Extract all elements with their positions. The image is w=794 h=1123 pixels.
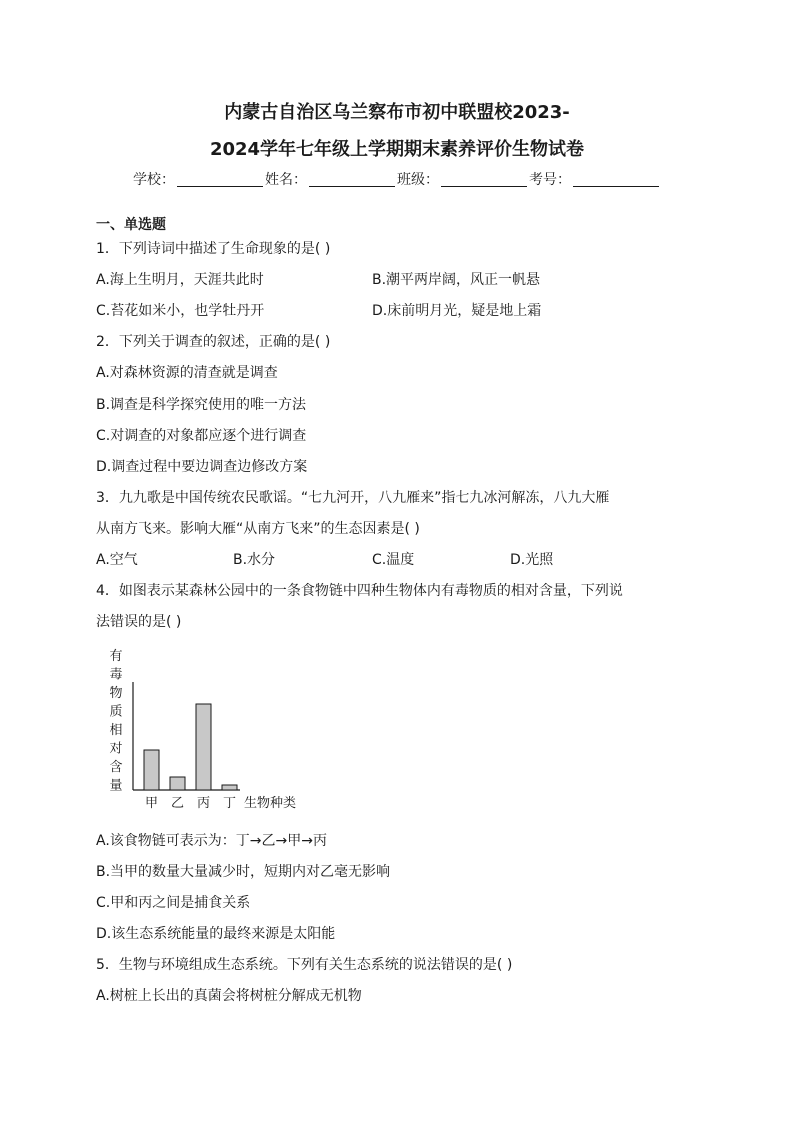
- school-field[interactable]: [133, 170, 265, 190]
- q3-option-c[interactable]: C.温度: [372, 552, 415, 568]
- school-blank[interactable]: [177, 172, 263, 187]
- q2-option-c[interactable]: C.对调查的对象都应逐个进行调查: [96, 428, 307, 444]
- student-info-row: [0, 170, 794, 190]
- x-tick-label-4: 丁: [222, 796, 237, 811]
- q5-option-a[interactable]: A.树桩上长出的真菌会将树桩分解成无机物: [96, 988, 362, 1004]
- bar-2: [170, 777, 185, 790]
- exam-number-label: 考号：: [529, 172, 571, 188]
- name-blank[interactable]: [309, 172, 395, 187]
- q1-option-b[interactable]: B.潮平两岸阔，风正一帆悬: [372, 272, 541, 288]
- name-label: 姓名：: [265, 172, 307, 188]
- exam-number-blank[interactable]: [573, 172, 659, 187]
- q2-option-b[interactable]: B.调查是科学探究使用的唯一方法: [96, 397, 307, 413]
- class-field[interactable]: [397, 170, 529, 190]
- y-label-char-2: 毒: [109, 667, 123, 683]
- y-label-char-1: 有: [109, 649, 123, 664]
- school-label: 学校：: [133, 172, 175, 188]
- q1-option-c[interactable]: C.苔花如米小，也学牡丹开: [96, 303, 265, 319]
- q1-option-d[interactable]: D.床前明月光，疑是地上霜: [372, 303, 542, 319]
- q4-option-c[interactable]: C.甲和丙之间是捕食关系: [96, 895, 251, 911]
- q3-option-d[interactable]: D.光照: [510, 552, 554, 568]
- name-field[interactable]: [265, 170, 397, 190]
- x-tick-label-3: 丙: [196, 796, 211, 811]
- q2-stem: 2．下列关于调查的叙述，正确的是( ): [96, 334, 331, 350]
- x-tick-label-1: 甲: [144, 796, 159, 811]
- q2-option-a[interactable]: A.对森林资源的清查就是调查: [96, 365, 278, 381]
- y-label-char-4: 质: [109, 704, 123, 720]
- y-label-char-6: 对: [109, 741, 123, 757]
- q4-option-b[interactable]: B.当甲的数量大量减少时，短期内对乙毫无影响: [96, 864, 391, 880]
- toxin-bar-chart: [100, 642, 320, 817]
- class-blank[interactable]: [441, 172, 527, 187]
- q4-option-d[interactable]: D.该生态系统能量的最终来源是太阳能: [96, 926, 336, 942]
- exam-number-field[interactable]: [529, 170, 661, 190]
- y-label-char-8: 量: [109, 778, 123, 794]
- q3-option-a[interactable]: A.空气: [96, 552, 138, 568]
- q2-option-d[interactable]: D.调查过程中要边调查边修改方案: [96, 459, 308, 475]
- section-heading: 一、单选题: [96, 217, 166, 233]
- exam-title-line1: 内蒙古自治区乌兰察布市初中联盟校2023-: [224, 102, 570, 123]
- q5-stem: 5．生物与环境组成生态系统。下列有关生态系统的说法错误的是( ): [96, 957, 513, 973]
- q3-option-b[interactable]: B.水分: [233, 552, 276, 568]
- exam-title-line2: 2024学年七年级上学期期末素养评价生物试卷: [209, 139, 585, 160]
- q4-option-a[interactable]: A.该食物链可表示为：丁→乙→甲→丙: [96, 833, 327, 849]
- x-axis-label: 生物种类: [244, 796, 297, 811]
- x-tick-label-2: 乙: [170, 796, 185, 811]
- y-axis-label: [109, 649, 122, 794]
- q1-stem: 1．下列诗词中描述了生命现象的是( ): [96, 241, 331, 257]
- q3-stem-line2: 从南方飞来。影响大雁“从南方飞来”的生态因素是( ): [96, 521, 420, 537]
- bar-4: [222, 785, 237, 790]
- q4-stem-line2: 法错误的是( ): [96, 614, 182, 630]
- q3-stem-line1: 3．九九歌是中国传统农民歌谣。“七九河开，八九雁来”指七九冰河解冻，八九大雁: [96, 490, 610, 506]
- class-label: 班级：: [397, 172, 439, 188]
- y-label-char-5: 相: [109, 723, 123, 738]
- y-label-char-3: 物: [109, 686, 123, 701]
- q4-stem-line1: 4．如图表示某森林公园中的一条食物链中四种生物体内有毒物质的相对含量，下列说: [96, 583, 623, 599]
- y-label-char-7: 含: [109, 760, 123, 775]
- bar-1: [144, 750, 159, 790]
- bar-3: [196, 704, 211, 790]
- q1-option-a[interactable]: A.海上生明月，天涯共此时: [96, 272, 264, 288]
